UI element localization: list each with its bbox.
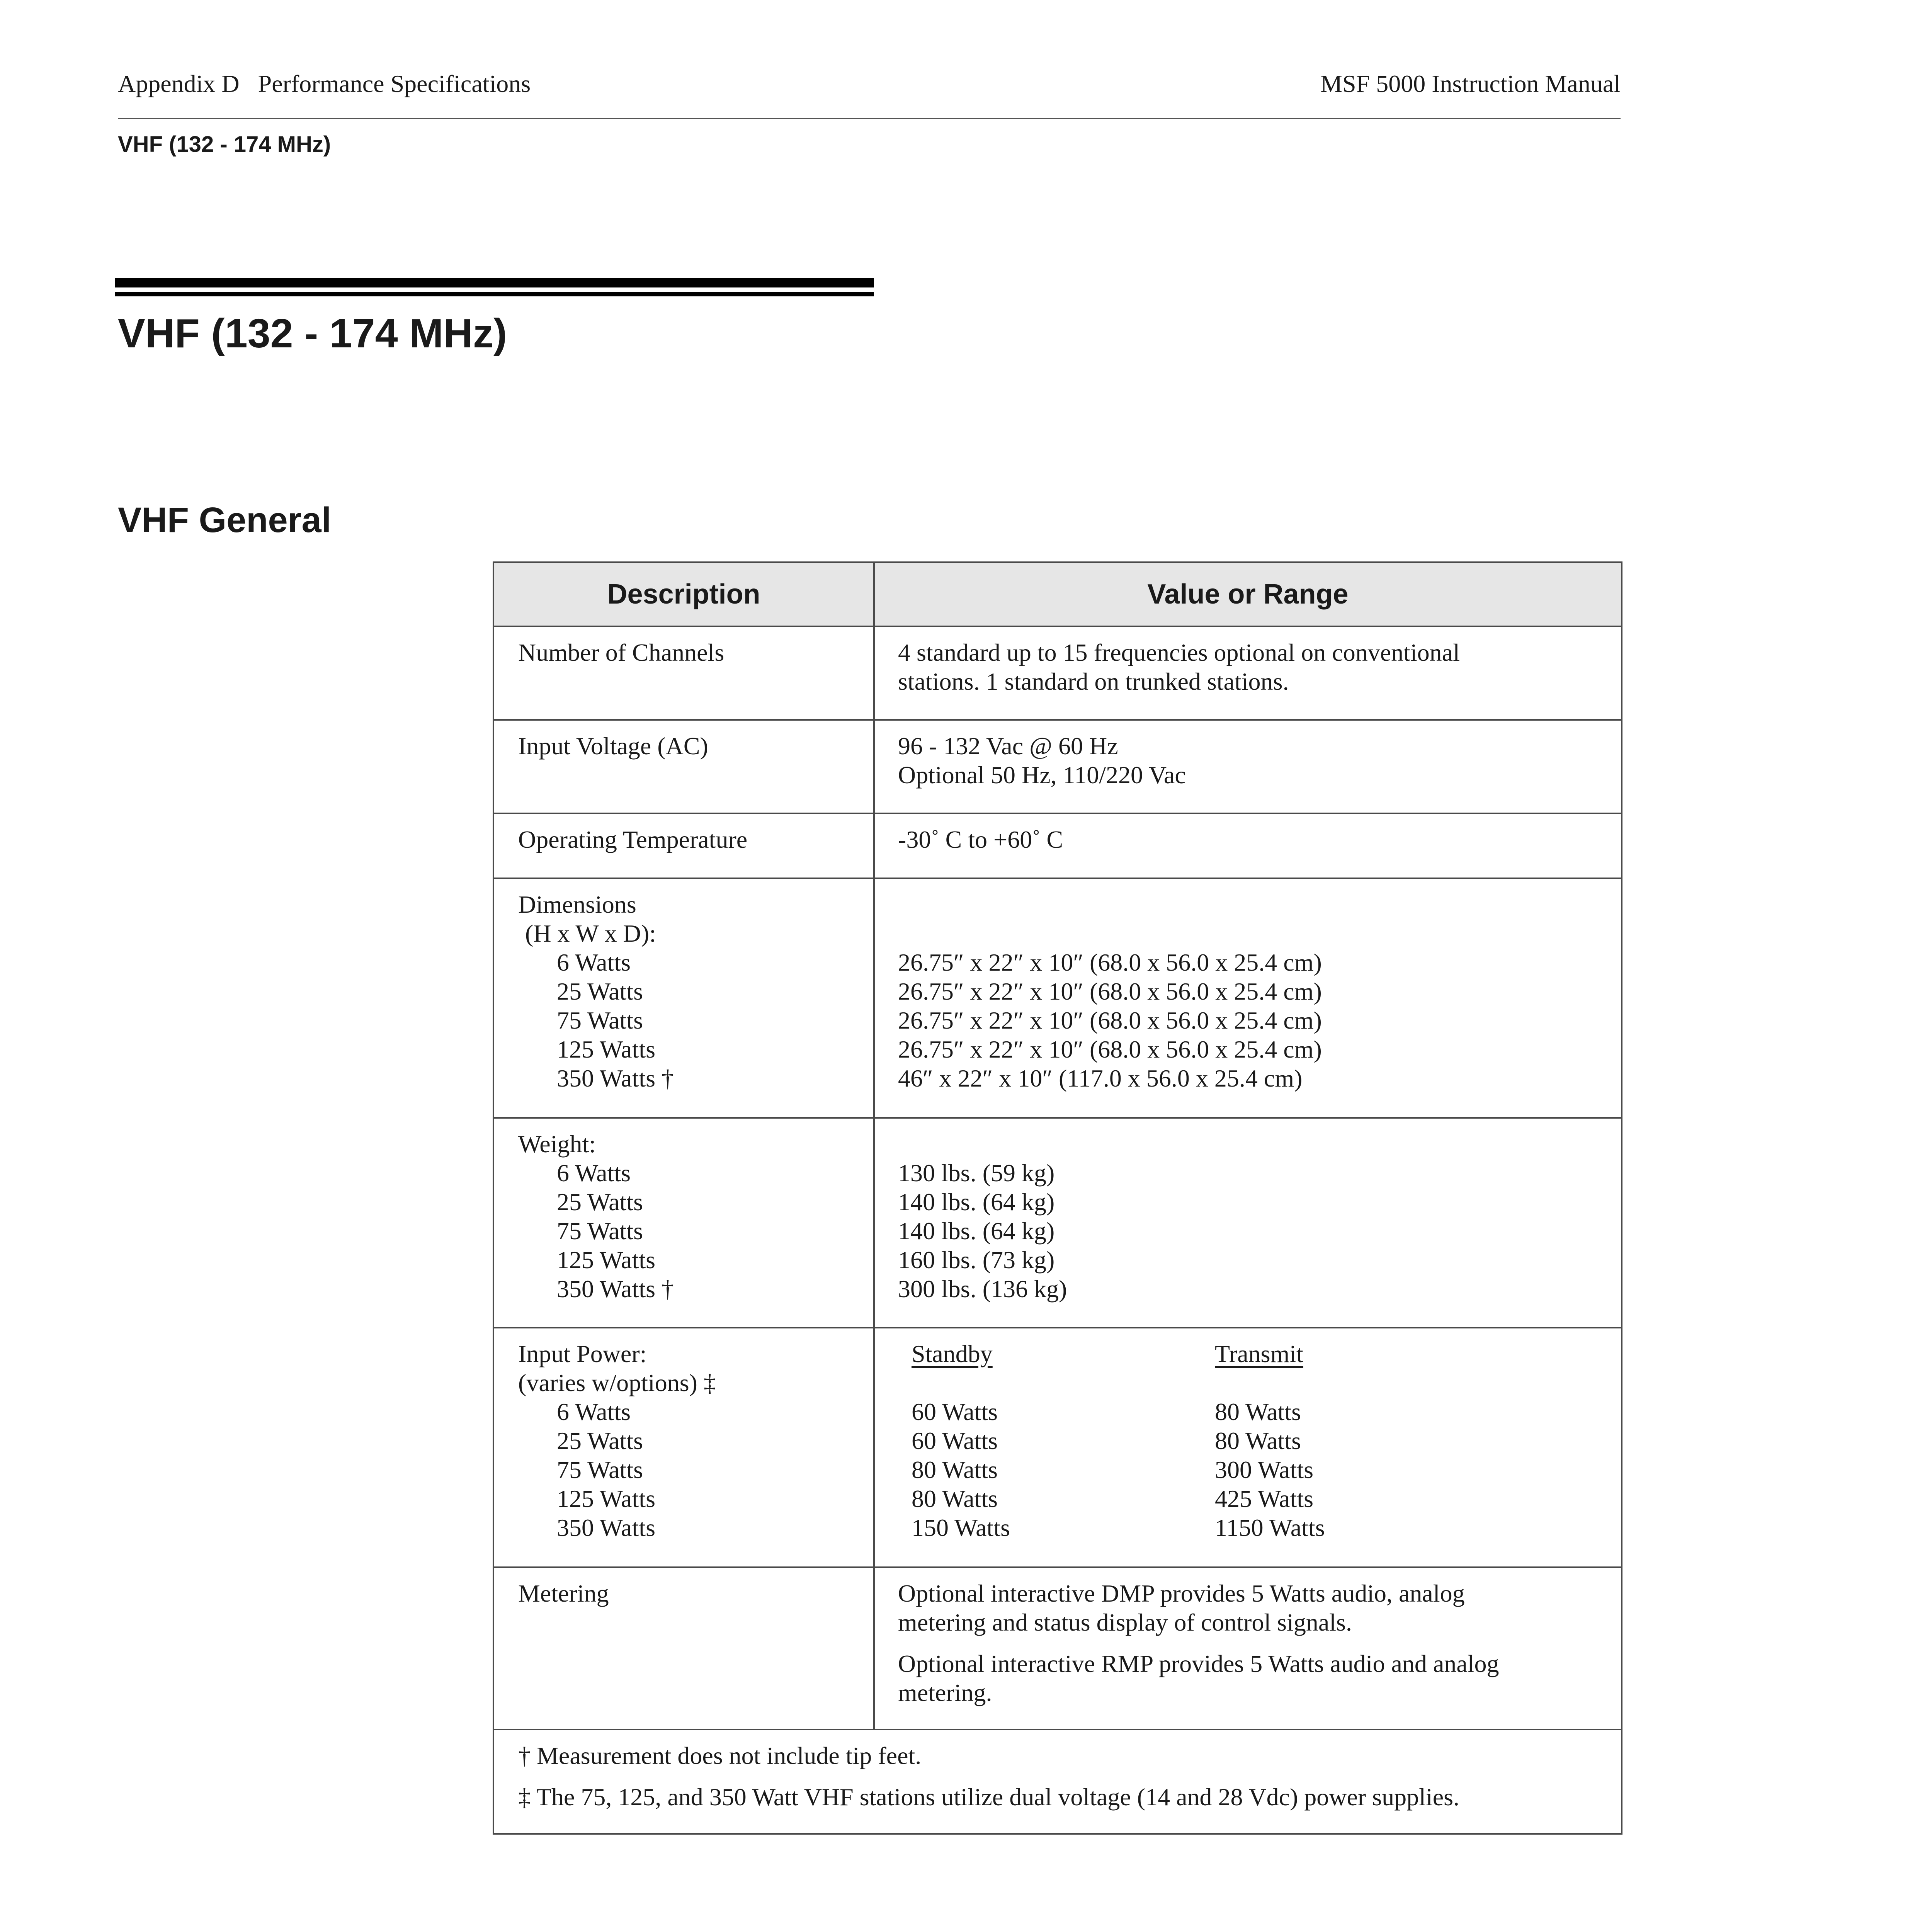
footnote-double-dagger: ‡ The 75, 125, and 350 Watt VHF stations utilize dual voltage (14 and 28 Vdc) power supplies.	[518, 1783, 1459, 1811]
row-label: Input Power: (varies w/options) ‡ 6 Watts 25 Watts 75 Watts 125 Watts 350 Watts	[493, 1328, 874, 1567]
table-row	[493, 626, 1622, 720]
spec-table	[493, 561, 1622, 1835]
metering-dmp: Optional interactive DMP provides 5 Watts audio, analog metering and status display of control signals.	[898, 1580, 1465, 1636]
row-label: Operating Temperature	[493, 813, 874, 878]
row-label: Weight: 6 Watts 25 Watts 75 Watts 125 Watts 350 Watts †	[493, 1118, 874, 1328]
header-left: Appendix D Performance Specifications	[118, 70, 531, 97]
row-value: 130 lbs. (59 kg) 140 lbs. (64 kg) 140 lbs. (64 kg) 160 lbs. (73 kg) 300 lbs. (136 kg)	[874, 1118, 1622, 1328]
row-value: 26.75″ x 22″ x 10″ (68.0 x 56.0 x 25.4 cm) 26.75″ x 22″ x 10″ (68.0 x 56.0 x 25.4 cm) 26.75″ x 22″ x 10″ (68.0 x 56.0 x 25.4 cm) 26.75″ x 22″ x 10″ (68.0 x 56.0 x 25.4 cm) 46″ x 22″ x 10″ (117.0 x 56.0 x 25.4 cm)	[874, 878, 1622, 1118]
power-values-row: 80 Watts 425 Watts	[912, 1485, 1313, 1512]
metering-rmp: Optional interactive RMP provides 5 Watts audio and analog metering.	[898, 1650, 1499, 1706]
power-column-headers	[875, 1339, 1609, 1368]
power-values-row: 80 Watts 300 Watts	[912, 1456, 1313, 1483]
header-description: Description	[493, 562, 874, 626]
footnotes	[493, 1730, 1622, 1834]
footnote-dagger: † Measurement does not include tip feet.	[518, 1742, 922, 1769]
transmit-header: Transmit	[1215, 1340, 1303, 1367]
power-values-row: 60 Watts 80 Watts	[912, 1398, 1301, 1425]
power-values-row: 150 Watts 1150 Watts	[912, 1514, 1325, 1541]
row-label: Number of Channels	[493, 626, 874, 720]
row-label: Input Voltage (AC)	[493, 720, 874, 813]
power-values-row: 60 Watts 80 Watts	[912, 1427, 1301, 1454]
row-label: Dimensions (H x W x D): 6 Watts 25 Watts 75 Watts 125 Watts 350 Watts †	[493, 878, 874, 1118]
row-value: -30˚ C to +60˚ C	[874, 813, 1622, 878]
table-row	[493, 1118, 1622, 1328]
row-value	[874, 1328, 1622, 1567]
table-row	[493, 1567, 1622, 1730]
table-header-row	[493, 562, 1622, 626]
row-value: 4 standard up to 15 frequencies optional on conventional stations. 1 standard on trunked stations.	[874, 626, 1622, 720]
table-row	[493, 878, 1622, 1118]
table-row	[493, 813, 1622, 878]
table-row	[493, 1328, 1622, 1567]
header-value: Value or Range	[874, 562, 1622, 626]
row-value	[874, 1567, 1622, 1730]
section-rule-thin	[115, 292, 874, 296]
standby-header: Standby	[912, 1340, 993, 1367]
section-rule-thick	[115, 278, 874, 287]
header-right: MSF 5000 Instruction Manual	[1320, 70, 1621, 97]
table-row	[493, 720, 1622, 813]
row-label: Metering	[493, 1567, 874, 1730]
footnotes-row	[493, 1730, 1622, 1834]
row-value: 96 - 132 Vac @ 60 Hz Optional 50 Hz, 110/220 Vac	[874, 720, 1622, 813]
header-rule	[118, 118, 1621, 119]
section-title: VHF (132 - 174 MHz)	[118, 311, 507, 356]
running-head: VHF (132 - 174 MHz)	[118, 132, 331, 157]
subsection-title: VHF General	[118, 500, 332, 540]
